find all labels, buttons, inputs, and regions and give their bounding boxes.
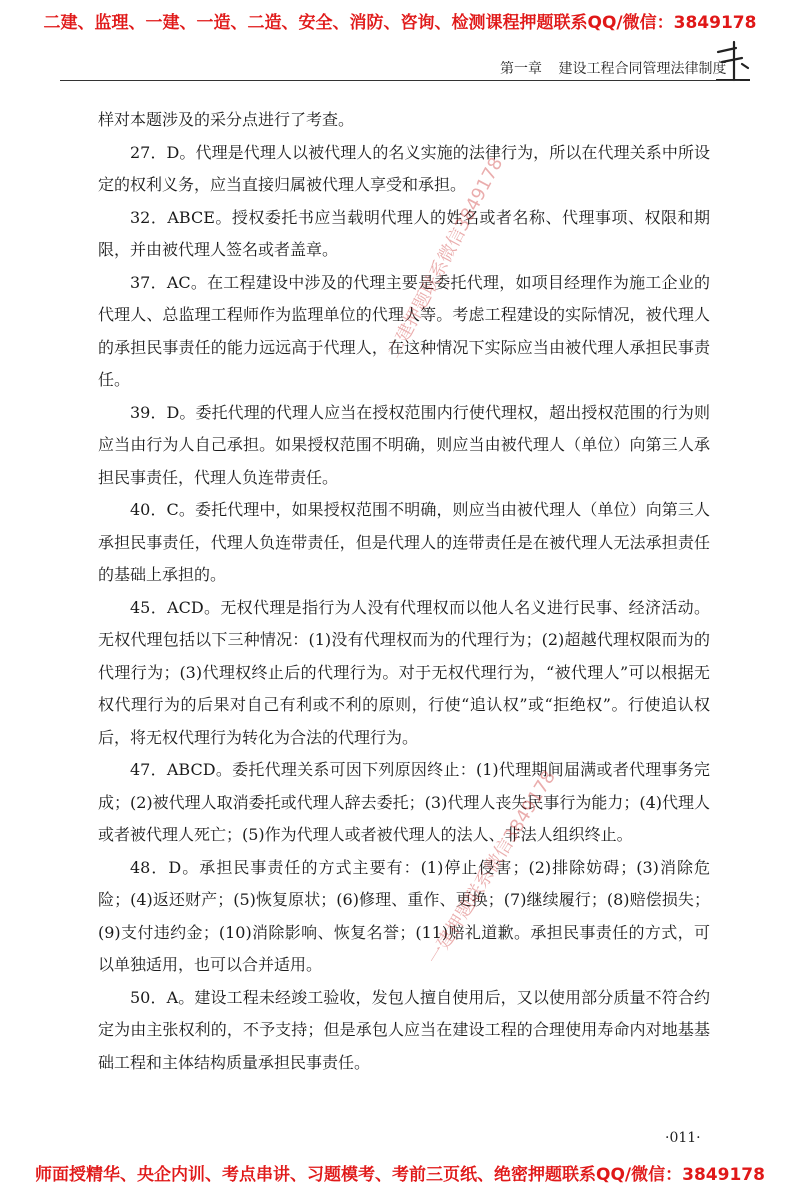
running-header (500, 58, 726, 78)
chapter-number: 第一章 (500, 61, 542, 77)
watermark-2: 一建押题联系微信3849178 (423, 767, 560, 969)
answer-47: 47．ABCD。委托代理关系可因下列原因终止：(1)代理期间届满或者代理事务完成；(2)被代理人取消委托或代理人辞去委托；(3)代理人丧失民事行为能力；(4)代理人或者被代理人死亡；(5)作为代理人或者被代理人的法人、非法人组织终止。 (98, 760, 710, 844)
bottom-advert-banner: 师面授精华、央企内训、考点串讲、习题模考、考前三页纸、绝密押题联系QQ/微信：3849178 (35, 1165, 765, 1185)
answer-32: 32．ABCE。授权委托书应当载明代理人的姓名或者名称、代理事项、权限和期限，并由被代理人签名或者盖章。 (98, 207, 710, 259)
answer-48: 48．D。承担民事责任的方式主要有：(1)停止侵害；(2)排除妨碍；(3)消除危险；(4)返还财产；(5)恢复原状；(6)修理、重作、更换；(7)继续履行；(8)赔偿损失；(9)支付违约金；(10)消除影响、恢复名誉；(11)赔礼道歉。承担民事责任的方式，可以单独适用，也可以合并适用。 (98, 857, 710, 974)
answer-39: 39．D。委托代理的代理人应当在授权范围内行使代理权，超出授权范围的行为则应当由行为人自己承担。如果授权范围不明确，则应当由被代理人（单位）向第三人承担民事责任，代理人负连带责任。 (98, 402, 710, 487)
answer-45: 45．ACD。无权代理是指行为人没有代理权而以他人名义进行民事、经济活动。无权代理包括以下三种情况：(1)没有代理权而为的代理行为；(2)超越代理权限而为的代理行为；(3)代理权终止后的代理行为。对于无权代理行为，“被代理人”可以根据无权代理行为的后果对自己有利或不利的原则，行使“追认权”或“拒绝权”。行使追认权后，将无权代理行为转化为合法的代理行为。 (98, 597, 710, 747)
answer-27: 27．D。代理是代理人以被代理人的名义实施的法律行为，所以在代理关系中所设定的权利义务，应当直接归属被代理人享受和承担。 (98, 142, 710, 194)
page-number: ·011· (665, 1130, 701, 1146)
watermark-1: 二建押题联系微信3849178 (383, 153, 508, 362)
header-rule (60, 80, 740, 81)
answer-40: 40．C。委托代理中，如果授权范围不明确，则应当由被代理人（单位）向第三人承担民事责任，代理人负连带责任，但是代理人的连带责任是在被代理人无法承担责任的基础上承担的。 (98, 500, 710, 584)
answer-explanations (98, 104, 710, 1079)
top-advert-banner: 二建、监理、一建、一造、二造、安全、消防、咨询、检测课程押题联系QQ/微信：3849178 (43, 13, 757, 33)
answer-37: 37．AC。在工程建设中涉及的代理主要是委托代理，如项目经理作为施工企业的代理人、总监理工程师作为监理单位的代理人等。考虑工程建设的实际情况，被代理人的承担民事责任的能力远远高于代理人，在这种情况下实际应当由被代理人承担民事责任。 (98, 272, 710, 389)
chapter-title: 建设工程合同管理法律制度 (558, 61, 727, 77)
answer-50: 50．A。建设工程未经竣工验收，发包人擅自使用后，又以使用部分质量不符合约定为由主张权利的，不予支持；但是承包人应当在建设工程的合理使用寿命内对地基基础工程和主体结构质量承担民事责任。 (98, 987, 710, 1072)
chapter-ornament-icon (712, 40, 752, 82)
paragraph-continued: 样对本题涉及的采分点进行了考查。 (98, 110, 355, 129)
